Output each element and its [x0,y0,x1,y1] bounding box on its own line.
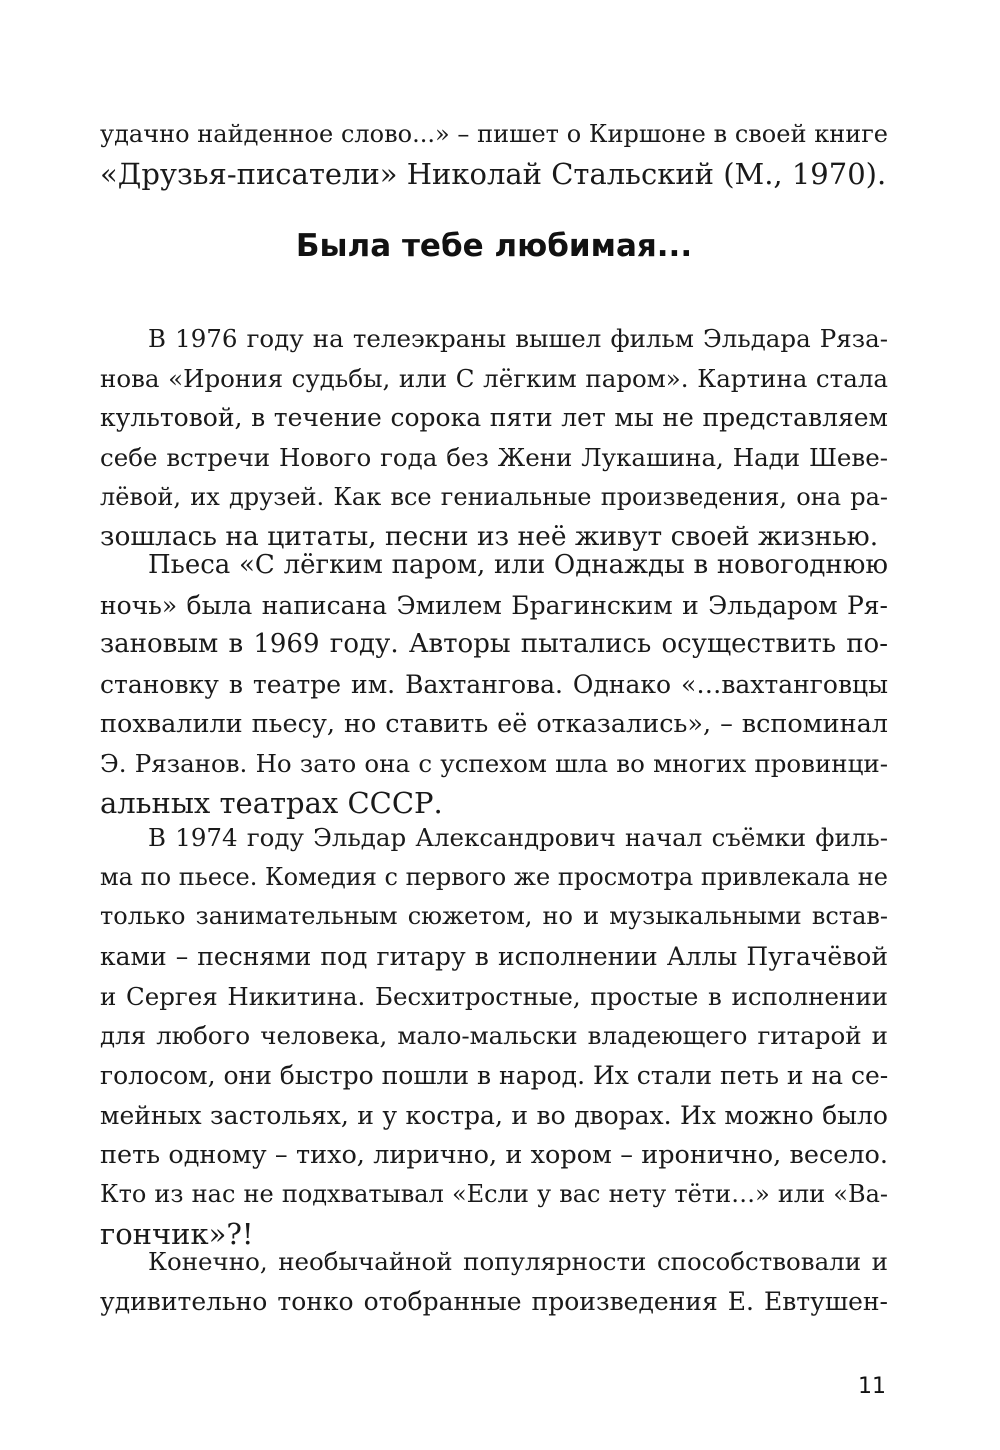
paragraph-1 [100,319,888,557]
page-number: 11 [858,1374,886,1399]
text-line: удивительно тонко отобранные произведения Е. Евтушен- [100,1286,888,1316]
text-line: только занимательным сюжетом, но и музыкальными встав- [100,902,888,931]
text-line: становку в театре им. Вахтангова. Однако «…вахтанговцы [100,670,888,700]
text-line: ночь» была написана Эмилем Брагинским и Эльдаром Ря- [100,590,888,620]
text-line: Кто из нас не подхватывал «Если у вас нету тёти…» или «Ва- [100,1180,888,1209]
text-line: себе встречи Нового года без Жени Лукашина, Нади Шеве- [100,443,888,473]
text-line: ма по пьесе. Комедия с первого же просмотра привлекала не [100,862,888,891]
text-line: удачно найденное слово...» – пишет о Киршоне в своей книге [100,120,888,148]
paragraph-4 [100,1242,888,1321]
text-line: зошлась на цитаты, песни из неё живут своей жизнью. [100,521,879,553]
text-line: ками – песнями под гитару в исполнении Аллы Пугачёвой [100,942,888,972]
text-line: В 1974 году Эльдар Александрович начал съёмки филь- [148,823,888,852]
text-line: гончик»?! [100,1216,254,1251]
text-line: альных театрах СССР. [100,786,443,821]
text-line: мейных застольях, и у костра, и во дворах. Их можно было [100,1100,888,1130]
paragraph-2 [100,546,888,824]
text-line: культовой, в течение сорока пяти лет мы не представляем [100,403,888,433]
text-line: лёвой, их друзей. Как все гениальные произведения, она ра- [100,482,888,511]
text-line: нова «Ирония судьбы, или С лёгким паром». Картина стала [100,363,888,393]
text-line: Пьеса «С лёгким паром, или Однажды в новогоднюю [148,550,888,580]
text-line: Конечно, необычайной популярности способствовали и [148,1247,888,1276]
paragraph-3 [100,818,888,1255]
text-line: для любого человека, мало-мальски владеющего гитарой и [100,1021,888,1051]
text-line: зановым в 1969 году. Авторы пытались осуществить по- [100,629,888,660]
text-line: петь одному – тихо, лирично, и хором – иронично, весело. [100,1139,888,1170]
section-heading: Была тебе любимая... [295,228,693,264]
text-line: и Сергея Никитина. Бесхитростные, простые в исполнении [100,981,888,1011]
text-line: голосом, они быстро пошли в народ. Их стали петь и на се- [100,1061,889,1091]
intro-paragraph [100,115,888,194]
text-line: «Друзья-писатели» Николай Стальский (М., 1970). [100,156,887,191]
text-line: похвалили пьесу, но ставить её отказались», – вспоминал [100,708,888,739]
text-line: В 1976 году на телеэкраны вышел фильм Эльдара Ряза- [148,324,888,353]
text-line: Э. Рязанов. Но зато она с успехом шла во многих провинци- [100,749,888,779]
